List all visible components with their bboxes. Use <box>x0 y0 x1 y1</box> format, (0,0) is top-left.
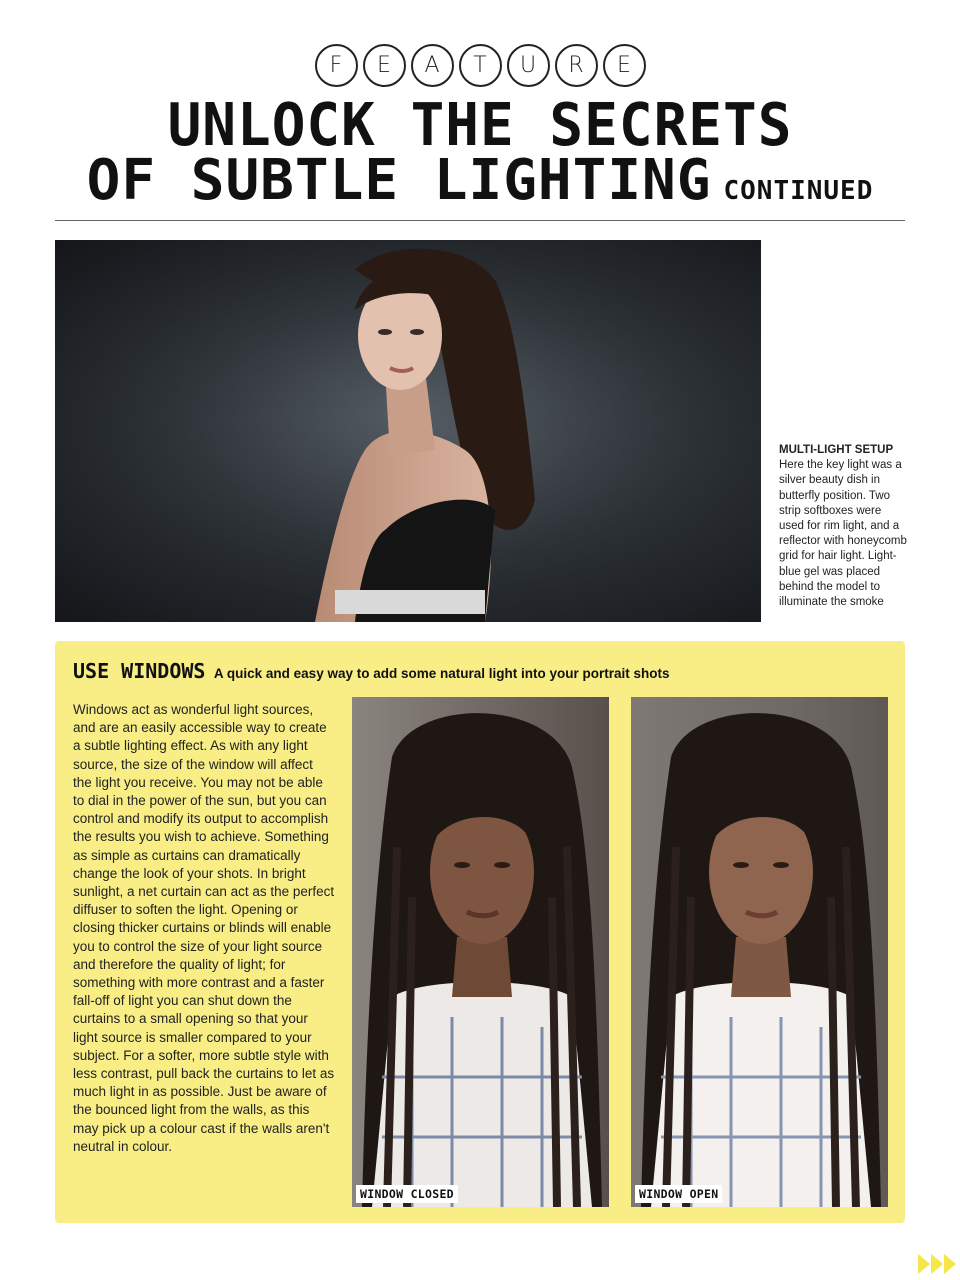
window-open-photo <box>631 697 888 1207</box>
panel-body-text: Windows act as wonderful light sources, and are an easily accessible way to create a subtle lighting effect. As with any light source, the size of the window will affect the light you receive. You may not be able to dial in the power of the sun, but you can control and modify its output to accomplish the results you wish to achieve. Something as simple as curtains can dramatically change the look of your shots. In bright sunlight, a net curtain can act as the perfect diffuser to soften the light. Opening or closing thicker curtains or blinds will enable you to control the size of your light source and therefore the quality of light; for something with more contrast and a faster fall-off of light you can shut down the curtains to a small opening so that your light source is smaller compared to your subject. For a softer, more subtle style with less contrast, pull back the curtains to let as much light in as possible. Just be aware of the bounced light from the walls, as this may pick up a colour cast if the walls aren't neutral in colour. <box>73 702 335 1154</box>
hero-caption <box>779 443 907 610</box>
headline-line-1: UNLOCK THE SECRETS <box>167 91 793 160</box>
feature-kicker <box>0 44 960 87</box>
panel-title: USE WINDOWS <box>73 659 206 683</box>
photo-label-window-closed: WINDOW CLOSED <box>356 1185 458 1203</box>
kicker-letter: U <box>507 44 550 87</box>
window-closed-portrait <box>352 697 609 1207</box>
panel-subtitle: A quick and easy way to add some natural light into your portrait shots <box>213 666 670 681</box>
use-windows-panel <box>55 641 905 1223</box>
kicker-letter: E <box>363 44 406 87</box>
caption-body: Here the key light was a silver beauty dish in butterfly position. Two strip softboxes were used for rim light, and a reflector with honeycomb grid for hair light. Light-blue gel was placed behind the model to illuminate the smoke <box>779 459 907 609</box>
header-divider <box>55 220 905 221</box>
kicker-letter: F <box>315 44 358 87</box>
caption-title: MULTI-LIGHT SETUP <box>779 444 894 456</box>
kicker-letter: R <box>555 44 598 87</box>
page-title <box>0 91 960 220</box>
kicker-letter: T <box>459 44 502 87</box>
photo-label-window-open: WINDOW OPEN <box>635 1185 722 1203</box>
panel-heading <box>73 659 669 683</box>
kicker-letter: A <box>411 44 454 87</box>
headline-line-2-text: OF SUBTLE LIGHTING <box>86 148 712 213</box>
next-page-arrows-icon[interactable] <box>918 1252 958 1276</box>
hero-portrait-photo <box>55 240 761 622</box>
window-closed-photo <box>352 697 609 1207</box>
continued-label: CONTINUED <box>723 176 874 206</box>
headline-line-2 <box>0 148 960 220</box>
window-open-portrait <box>631 697 888 1207</box>
hero-portrait-illustration <box>55 240 761 622</box>
kicker-letter: E <box>603 44 646 87</box>
